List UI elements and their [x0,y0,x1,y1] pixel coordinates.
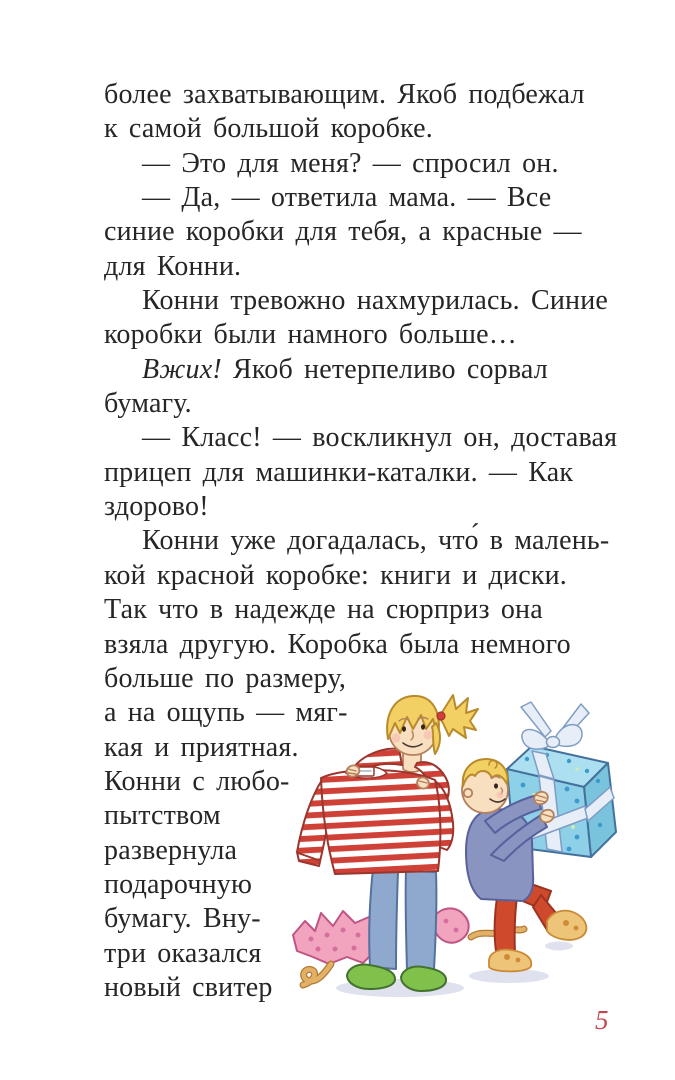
hair-tie [437,712,445,720]
text-line: а на ощупь — мяг- [104,697,348,729]
text-line: развернула [104,834,238,866]
text-line: подарочную [104,868,253,900]
page-number: 5 [595,1005,609,1035]
text-line: больше по размеру, [104,662,347,694]
text-line: — Класс! — воскликнул он, доставая [142,422,618,454]
text-line: Так что в надежде на сюрприз она [104,594,543,626]
text-line: здорово! [104,491,209,523]
girl-hair-side [432,723,440,754]
boy-ear [464,789,472,797]
girl-shoe [401,966,446,991]
text-line: взяла другую. Коробка была немного [104,628,571,660]
illustration [285,683,675,1015]
text-line: кая и приятная. [104,731,299,763]
text-line: три оказался [104,937,262,969]
text-line: новый свитер [104,971,273,1003]
text-line: более захватывающим. Якоб подбежал [104,79,585,110]
text-line: кой красной коробке: книги и диски. [104,559,568,591]
text-line: Конни уже догадалась, что́ в малень- [142,525,610,557]
text-line: синие коробки для тебя, а красные — [104,216,582,248]
text-line: для Конни. [104,250,242,282]
text-line: бумагу. [104,388,192,420]
text-line: Конни с любо- [104,765,290,797]
girl-jeans [406,871,437,970]
text-line: Конни тревожно нахмурилась. Синие [142,285,609,317]
boy-slipper [489,950,531,972]
text-line: коробки были намного больше… [104,319,517,351]
text-line: Вжих! Якоб нетерпеливо сорвал [142,353,548,385]
text-line: пытством [104,800,221,832]
text-line: прицеп для машинки-каталки. — Как [104,456,574,488]
girl-jeans [369,869,398,969]
text-line: — Это для меня? — спросил он. [142,147,559,179]
text-line: к самой большой коробке. [104,113,433,145]
text-line: — Да, — ответила мама. — Все [142,182,552,214]
gift-bow [521,702,589,749]
held-striped-sweater [297,766,453,874]
girl-pigtail [437,695,478,738]
text-line: бумагу. Вну- [104,903,261,935]
